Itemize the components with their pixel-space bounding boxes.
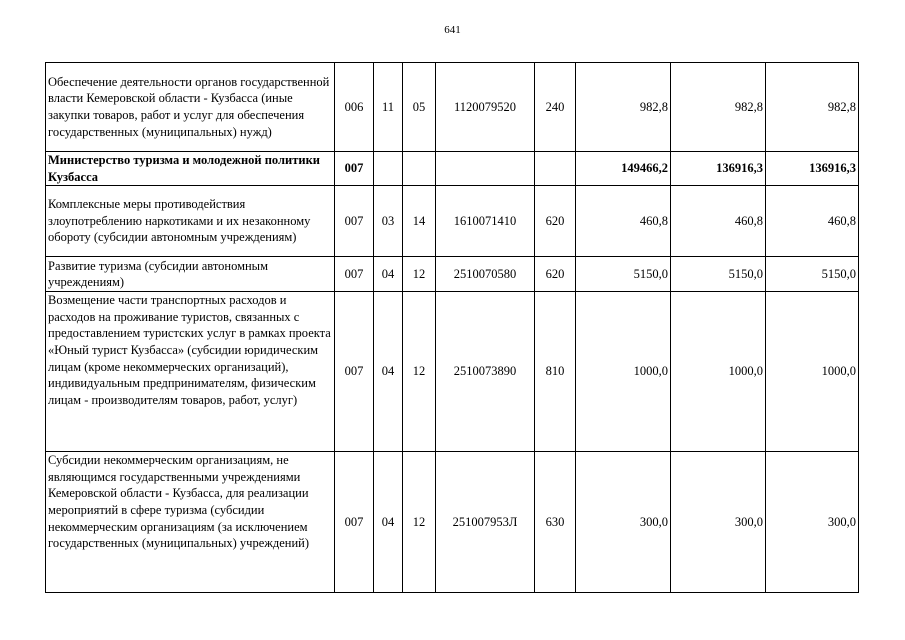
target-article-code: 1610071410 xyxy=(436,186,535,257)
target-article-code: 2510073890 xyxy=(436,292,535,452)
amount-2: 982,8 xyxy=(671,63,766,152)
subsection-code: 12 xyxy=(403,452,436,593)
section-code: 04 xyxy=(374,292,403,452)
expense-type-code: 620 xyxy=(535,257,576,292)
target-article-code: 2510070580 xyxy=(436,257,535,292)
amount-2: 5150,0 xyxy=(671,257,766,292)
subsection-code: 12 xyxy=(403,257,436,292)
subsection-code: 14 xyxy=(403,186,436,257)
amount-1: 149466,2 xyxy=(576,152,671,186)
section-code: 03 xyxy=(374,186,403,257)
section-code: 11 xyxy=(374,63,403,152)
subsection-code: 12 xyxy=(403,292,436,452)
table-row xyxy=(46,452,859,593)
amount-3: 460,8 xyxy=(766,186,859,257)
row-name: Возмещение части транспортных расходов и расходов на проживание туристов, связанных с предоставлением туристских услуг в рамках проекта «Юный турист Кузбасса» (субсидии юридическим лицам (кроме некоммерческих организаций), индивидуальным предпринимателям, физическим лицам - производителям товаров, работ, услуг) xyxy=(46,292,335,452)
ministry-code: 006 xyxy=(335,63,374,152)
amount-2: 460,8 xyxy=(671,186,766,257)
amount-3: 1000,0 xyxy=(766,292,859,452)
amount-2: 1000,0 xyxy=(671,292,766,452)
target-article-code: 251007953Л xyxy=(436,452,535,593)
row-name: Обеспечение деятельности органов государственной власти Кемеровской области - Кузбасса (иные закупки товаров, работ и услуг для обеспечения государственных (муниципальных) нужд) xyxy=(46,63,335,152)
amount-2: 300,0 xyxy=(671,452,766,593)
section-code xyxy=(374,152,403,186)
table-row xyxy=(46,292,859,452)
amount-3: 982,8 xyxy=(766,63,859,152)
section-code: 04 xyxy=(374,452,403,593)
amount-3: 300,0 xyxy=(766,452,859,593)
table-row xyxy=(46,186,859,257)
target-article-code xyxy=(436,152,535,186)
table-row xyxy=(46,257,859,292)
subsection-code: 05 xyxy=(403,63,436,152)
amount-1: 1000,0 xyxy=(576,292,671,452)
row-name: Комплексные меры противодействия злоупотреблению наркотиками и их незаконному обороту (субсидии автономным учреждениям) xyxy=(46,186,335,257)
target-article-code: 1120079520 xyxy=(436,63,535,152)
amount-1: 460,8 xyxy=(576,186,671,257)
table-row xyxy=(46,63,859,152)
expense-type-code: 620 xyxy=(535,186,576,257)
amount-3: 136916,3 xyxy=(766,152,859,186)
amount-1: 300,0 xyxy=(576,452,671,593)
table-row xyxy=(46,152,859,186)
page-number: 641 xyxy=(444,24,461,36)
row-name: Развитие туризма (субсидии автономным учреждениям) xyxy=(46,257,335,292)
ministry-code: 007 xyxy=(335,152,374,186)
expense-type-code xyxy=(535,152,576,186)
section-code: 04 xyxy=(374,257,403,292)
row-name: Министерство туризма и молодежной политики Кузбасса xyxy=(46,152,335,186)
expense-type-code: 240 xyxy=(535,63,576,152)
expense-type-code: 630 xyxy=(535,452,576,593)
ministry-code: 007 xyxy=(335,452,374,593)
subsection-code xyxy=(403,152,436,186)
row-name: Субсидии некоммерческим организациям, не являющимся государственными учреждениями Кемеровской области - Кузбасса, для реализации мероприятий в сфере туризма (субсидии некоммерческим организациям (за исключением государственных (муниципальных) учреждений) xyxy=(46,452,335,593)
amount-1: 982,8 xyxy=(576,63,671,152)
amount-1: 5150,0 xyxy=(576,257,671,292)
budget-table xyxy=(45,62,859,593)
expense-type-code: 810 xyxy=(535,292,576,452)
ministry-code: 007 xyxy=(335,186,374,257)
ministry-code: 007 xyxy=(335,257,374,292)
amount-2: 136916,3 xyxy=(671,152,766,186)
ministry-code: 007 xyxy=(335,292,374,452)
amount-3: 5150,0 xyxy=(766,257,859,292)
